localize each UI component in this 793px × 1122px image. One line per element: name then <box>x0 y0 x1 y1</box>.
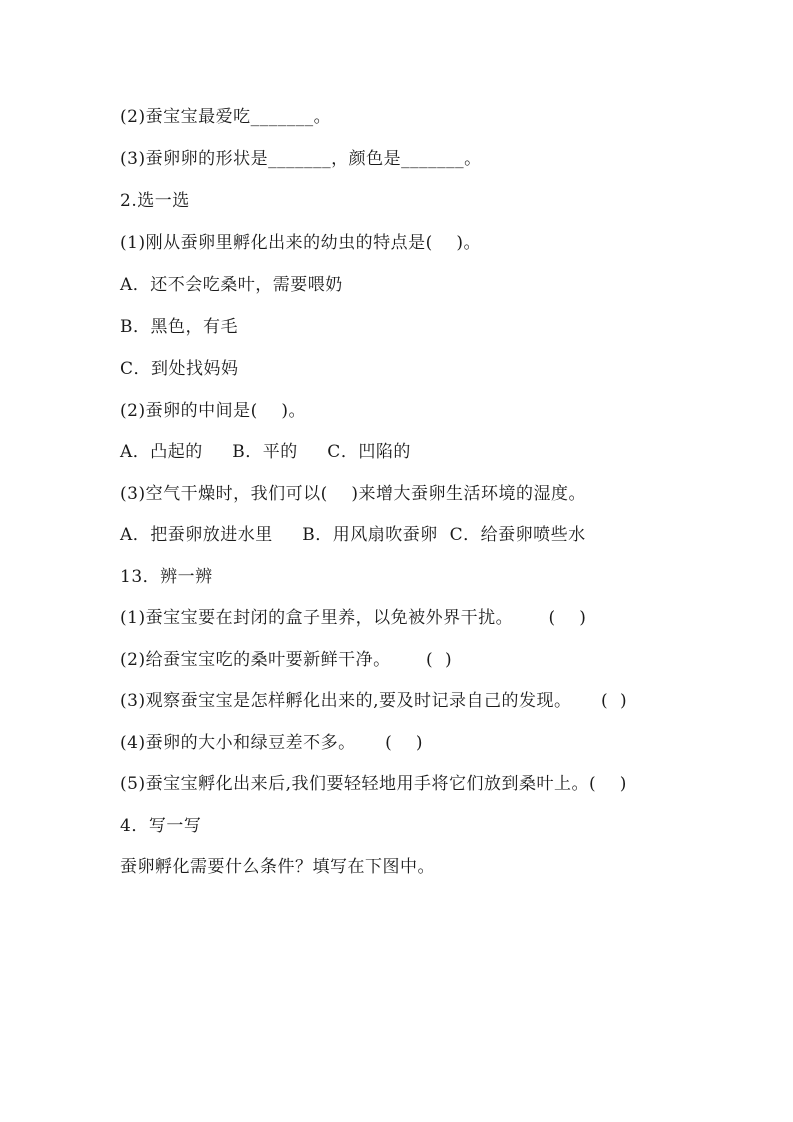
q2-3-options: A．把蚕卵放进水里 B．用风扇吹蚕卵 C．给蚕卵喷些水 <box>120 525 586 545</box>
q2-1-question: (1)刚从蚕卵里孵化出来的幼虫的特点是( )。 <box>120 233 481 253</box>
q3-4-judgement: (4)蚕卵的大小和绿豆差不多。 ( ) <box>120 733 423 753</box>
q2-1-option-a: A．还不会吃桑叶，需要喂奶 <box>120 275 343 295</box>
q3-3-judgement: (3)观察蚕宝宝是怎样孵化出来的,要及时记录自己的发现。 ( ) <box>120 691 628 711</box>
q2-2-question: (2)蚕卵的中间是( )。 <box>120 401 306 421</box>
q2-1-option-b: B．黑色，有毛 <box>120 317 238 337</box>
section-2-heading: 2.选一选 <box>120 191 190 211</box>
section-3-heading: 13．辨一辨 <box>120 567 213 587</box>
q4-instruction: 蚕卵孵化需要什么条件？填写在下图中。 <box>120 857 435 877</box>
q3-5-judgement: (5)蚕宝宝孵化出来后,我们要轻轻地用手将它们放到桑叶上。( ) <box>120 774 627 794</box>
section-4-heading: 4．写一写 <box>120 816 202 836</box>
q1-2-fill-blank: (2)蚕宝宝最爱吃_______。 <box>120 107 332 127</box>
q2-2-options: A．凸起的 B．平的 C．凹陷的 <box>120 442 411 462</box>
q3-2-judgement: (2)给蚕宝宝吃的桑叶要新鲜干净。 ( ) <box>120 650 453 670</box>
q3-1-judgement: (1)蚕宝宝要在封闭的盒子里养，以免被外界干扰。 ( ) <box>120 608 587 628</box>
q2-1-option-c: C．到处找妈妈 <box>120 359 239 379</box>
q1-3-fill-blank: (3)蚕卵卵的形状是_______，颜色是_______。 <box>120 149 482 169</box>
q2-3-question: (3)空气干燥时，我们可以( )来增大蚕卵生活环境的湿度。 <box>120 484 586 504</box>
